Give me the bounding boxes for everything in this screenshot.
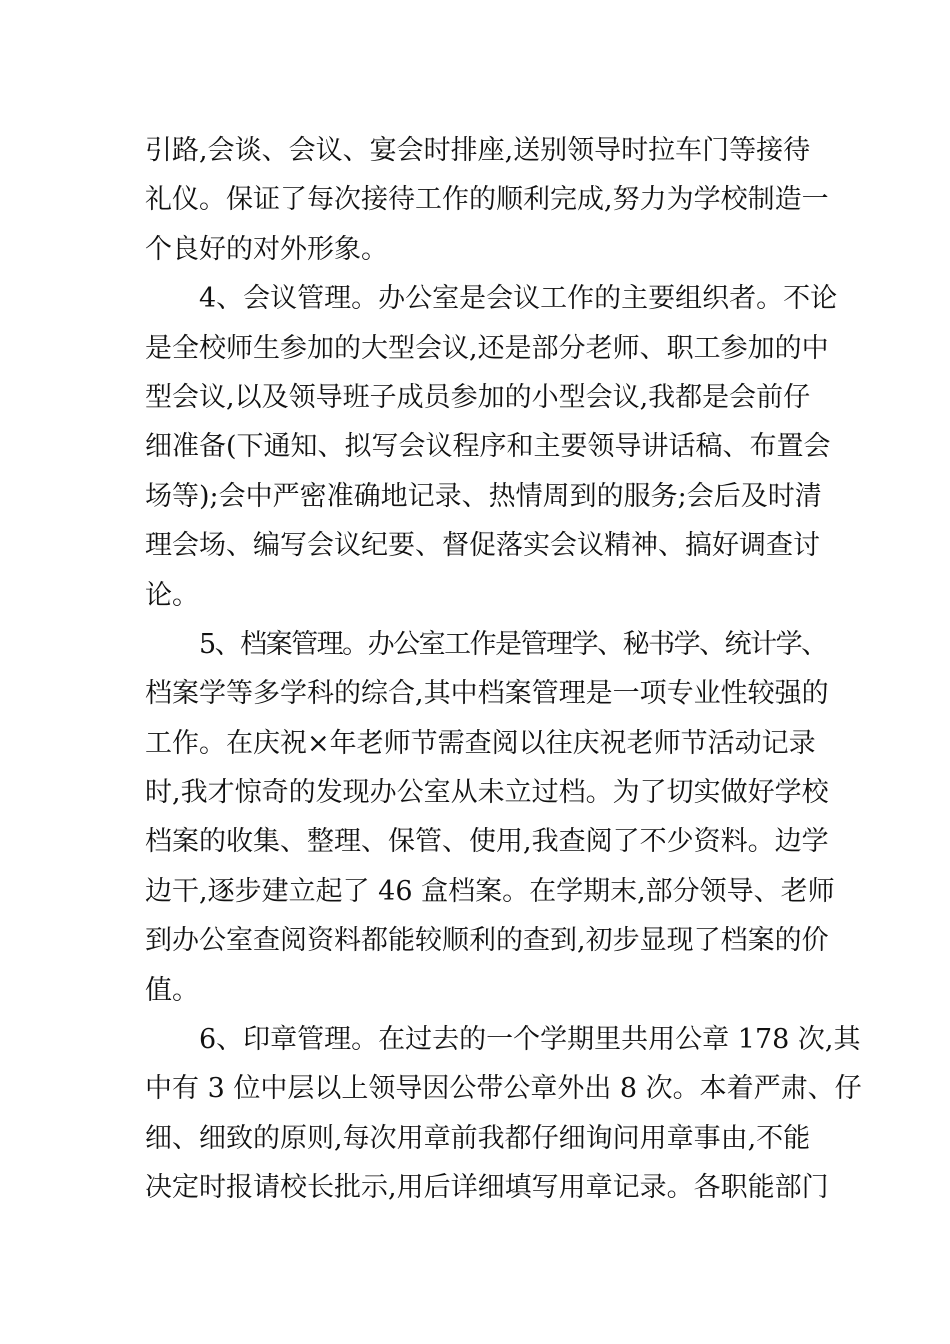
text-line: 值。 xyxy=(145,974,199,1006)
text-line: 是全校师生参加的大型会议,还是部分老师、职工参加的中 xyxy=(145,332,829,364)
text-line: 型会议,以及领导班子成员参加的小型会议,我都是会前仔 xyxy=(145,381,811,413)
text-line: 边干,逐步建立起了 46 盒档案。在学期末,部分领导、老师 xyxy=(145,875,835,907)
paragraph-seal-management xyxy=(145,1015,862,1213)
text-line: 论。 xyxy=(145,579,199,611)
text-line: 礼仪。保证了每次接待工作的顺利完成,努力为学校制造一 xyxy=(145,184,829,216)
text-line: 档案学等多学科的综合,其中档案管理是一项专业性较强的 xyxy=(145,678,829,710)
text-line: 时,我才惊奇的发现办公室从未立过档。为了切实做好学校 xyxy=(145,777,829,809)
text-line: 到办公室查阅资料都能较顺利的查到,初步显现了档案的价 xyxy=(145,925,829,957)
text-line: 场等);会中严密准确地记录、热情周到的服务;会后及时清 xyxy=(145,480,822,512)
text-line: 6、印章管理。在过去的一个学期里共用公章 178 次,其 xyxy=(199,1024,861,1056)
text-line: 中有 3 位中层以上领导因公带公章外出 8 次。本着严肃、仔 xyxy=(145,1073,862,1105)
text-line: 理会场、编写会议纪要、督促落实会议精神、搞好调查讨 xyxy=(145,530,820,562)
text-line: 决定时报请校长批示,用后详细填写用章记录。各职能部门 xyxy=(145,1172,829,1204)
text-line: 个良好的对外形象。 xyxy=(145,233,388,265)
text-line: 细准备(下通知、拟写会议程序和主要领导讲话稿、布置会 xyxy=(145,431,831,463)
text-line: 工作。在庆祝×年老师节需查阅以往庆祝老师节活动记录 xyxy=(145,727,816,759)
text-line: 细、细致的原则,每次用章前我都仔细询问用章事由,不能 xyxy=(145,1122,811,1154)
paragraph-reception-continued xyxy=(145,126,829,274)
text-line: 4、会议管理。办公室是会议工作的主要组织者。不论 xyxy=(199,283,838,315)
paragraph-archive-management xyxy=(145,620,835,1015)
text-line: 引路,会谈、会议、宴会时排座,送别领导时拉车门等接待 xyxy=(145,135,811,166)
text-line: 5、档案管理。办公室工作是管理学、秘书学、统计学、 xyxy=(199,628,827,660)
paragraph-meeting-management xyxy=(145,274,838,620)
text-line: 档案的收集、整理、保管、使用,我查阅了不少资料。边学 xyxy=(145,826,829,858)
document-body xyxy=(145,126,862,1213)
